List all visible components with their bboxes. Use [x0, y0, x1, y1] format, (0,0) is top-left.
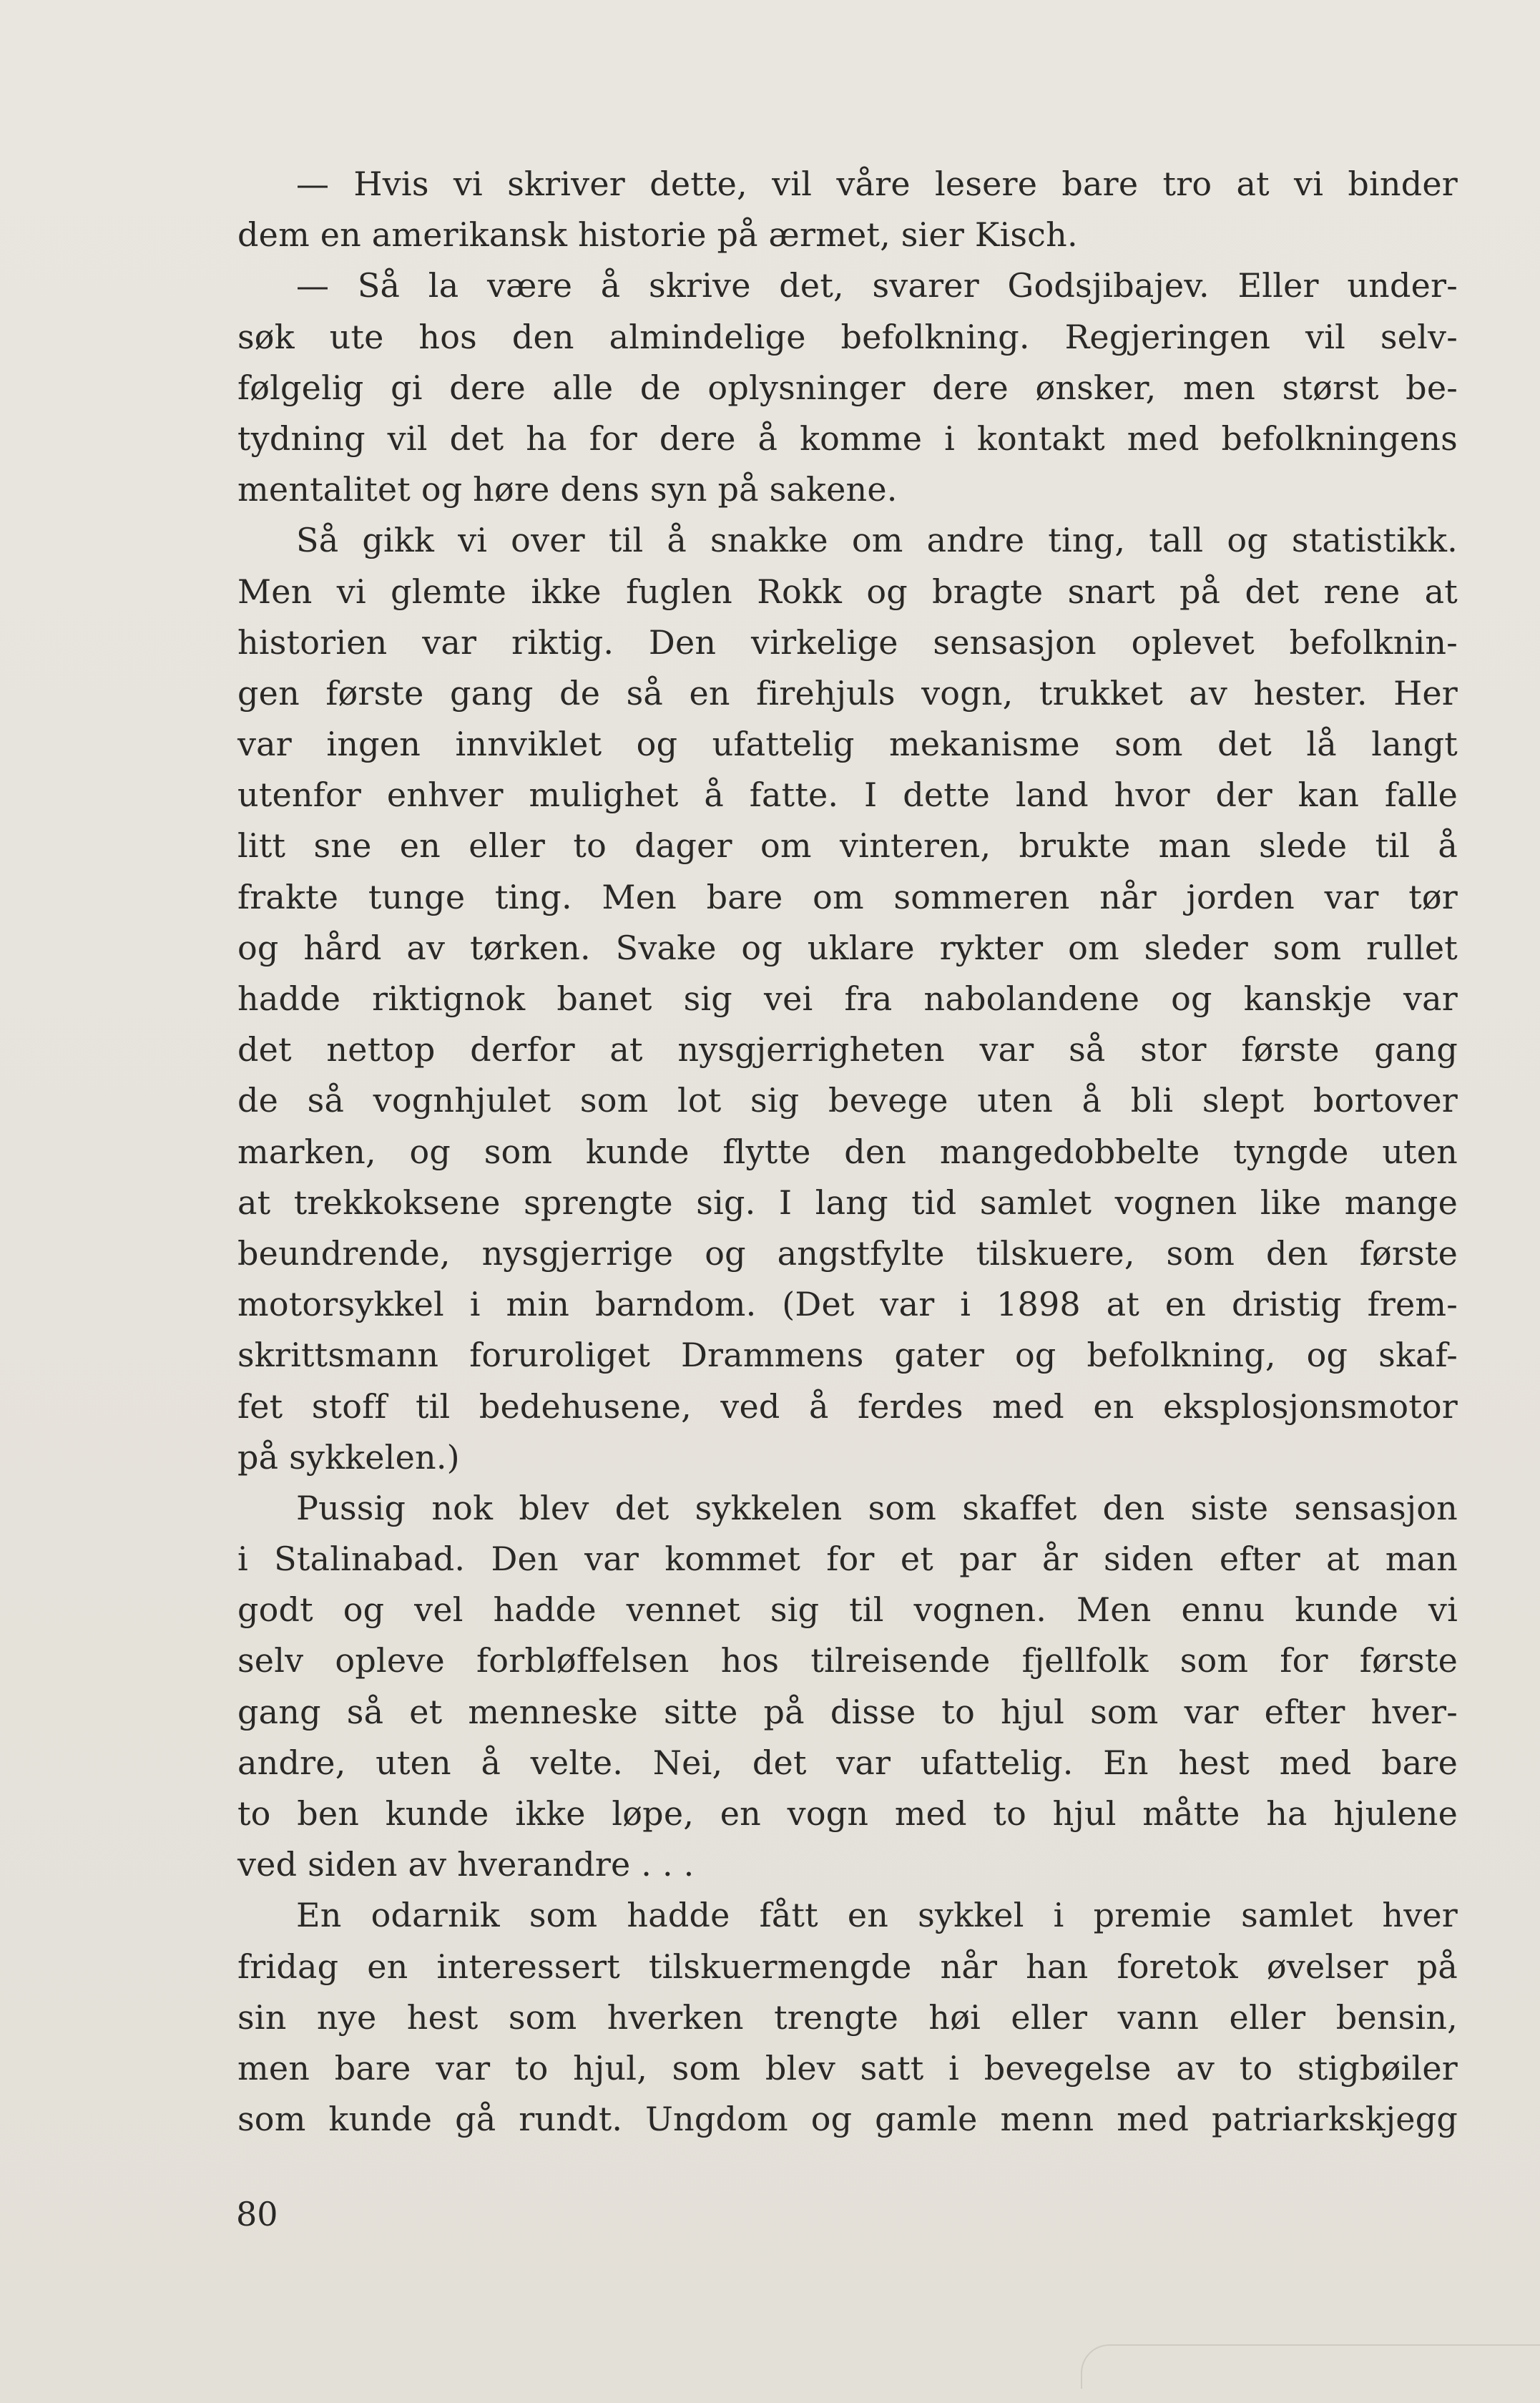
text-line: motorsykkel i min barndom. (Det var i 1898 at en dristig frem-: [237, 1285, 1458, 1324]
text-line: to ben kunde ikke løpe, en vogn med to hjul måtte ha hjulene: [237, 1794, 1458, 1833]
text-line: dem en amerikansk historie på ærmet, sier Kisch.: [237, 215, 1078, 255]
text-line: var ingen innviklet og ufattelig mekanisme som det lå langt: [237, 725, 1458, 764]
text-line: de så vognhjulet som lot sig bevege uten å bli slept bortover: [237, 1081, 1458, 1120]
text-line: mentalitet og høre dens syn på sakene.: [237, 470, 898, 509]
page-edge-mark: [1081, 2344, 1540, 2389]
text-line: tydning vil det ha for dere å komme i kontakt med befolkningens: [237, 419, 1458, 458]
text-line: — Hvis vi skriver dette, vil våre lesere bare tro at vi binder: [296, 165, 1458, 203]
page-number: 80: [236, 2195, 278, 2233]
text-line: godt og vel hadde vennet sig til vognen. Men ennu kunde vi: [237, 1590, 1458, 1630]
text-line: sin nye hest som hverken trengte høi eller vann eller bensin,: [237, 1997, 1458, 2037]
text-line: følgelig gi dere alle de oplysninger dere ønsker, men størst be-: [237, 368, 1458, 407]
text-line: andre, uten å velte. Nei, det var ufattelig. En hest med bare: [237, 1743, 1458, 1782]
text-line: Men vi glemte ikke fuglen Rokk og bragte snart på det rene at: [237, 572, 1458, 611]
text-line: gen første gang de så en firehjuls vogn, trukket av hester. Her: [237, 673, 1458, 713]
text-line: litt sne en eller to dager om vinteren, brukte man slede til å: [237, 826, 1458, 866]
text-line: det nettop derfor at nysgjerrigheten var så stor første gang: [237, 1030, 1458, 1070]
text-line: fridag en interessert tilskuermengde når han foretok øvelser på: [237, 1947, 1458, 1986]
text-line: at trekkoksene sprengte sig. I lang tid samlet vognen like mange: [237, 1183, 1458, 1222]
text-line: utenfor enhver mulighet å fatte. I dette land hvor der kan falle: [237, 775, 1458, 815]
text-line: og hård av tørken. Svake og uklare rykter om sleder som rullet: [237, 928, 1458, 967]
text-line: marken, og som kunde flytte den mangedobbelte tyngde uten: [237, 1132, 1458, 1171]
text-line: men bare var to hjul, som blev satt i bevegelse av to stigbøiler: [237, 2048, 1458, 2088]
text-line: fet stoff til bedehusene, ved å ferdes med en eksplosjonsmotor: [237, 1386, 1458, 1426]
text-line: frakte tunge ting. Men bare om sommeren når jorden var tør: [237, 877, 1458, 916]
text-line: selv opleve forbløffelsen hos tilreisende fjellfolk som for første: [237, 1641, 1458, 1680]
body-text: [237, 159, 1458, 2145]
text-line: på sykkelen.): [237, 1437, 460, 1477]
text-line: gang så et menneske sitte på disse to hjul som var efter hver-: [237, 1692, 1458, 1731]
text-line: som kunde gå rundt. Ungdom og gamle menn med patriarkskjegg: [237, 2100, 1458, 2139]
text-line: beundrende, nysgjerrige og angstfylte tilskuere, som den første: [237, 1233, 1458, 1273]
text-line: i Stalinabad. Den var kommet for et par år siden efter at man: [237, 1540, 1458, 1579]
text-line: — Så la være å skrive det, svarer Godsjibajev. Eller under-: [296, 266, 1458, 305]
text-line: Pussig nok blev det sykkelen som skaffet den siste sensasjon: [296, 1488, 1458, 1527]
text-line: hadde riktignok banet sig vei fra nabolandene og kanskje var: [237, 979, 1458, 1018]
text-line: skrittsmann foruroliget Drammens gater og befolkning, og skaf-: [237, 1336, 1458, 1375]
text-line: historien var riktig. Den virkelige sensasjon oplevet befolknin-: [237, 622, 1458, 662]
text-line: søk ute hos den almindelige befolkning. Regjeringen vil selv-: [237, 317, 1458, 356]
text-line: Så gikk vi over til å snakke om andre ting, tall og statistikk.: [296, 521, 1458, 560]
text-line: En odarnik som hadde fått en sykkel i premie samlet hver: [296, 1896, 1458, 1935]
text-line: ved siden av hverandre . . .: [237, 1845, 695, 1884]
